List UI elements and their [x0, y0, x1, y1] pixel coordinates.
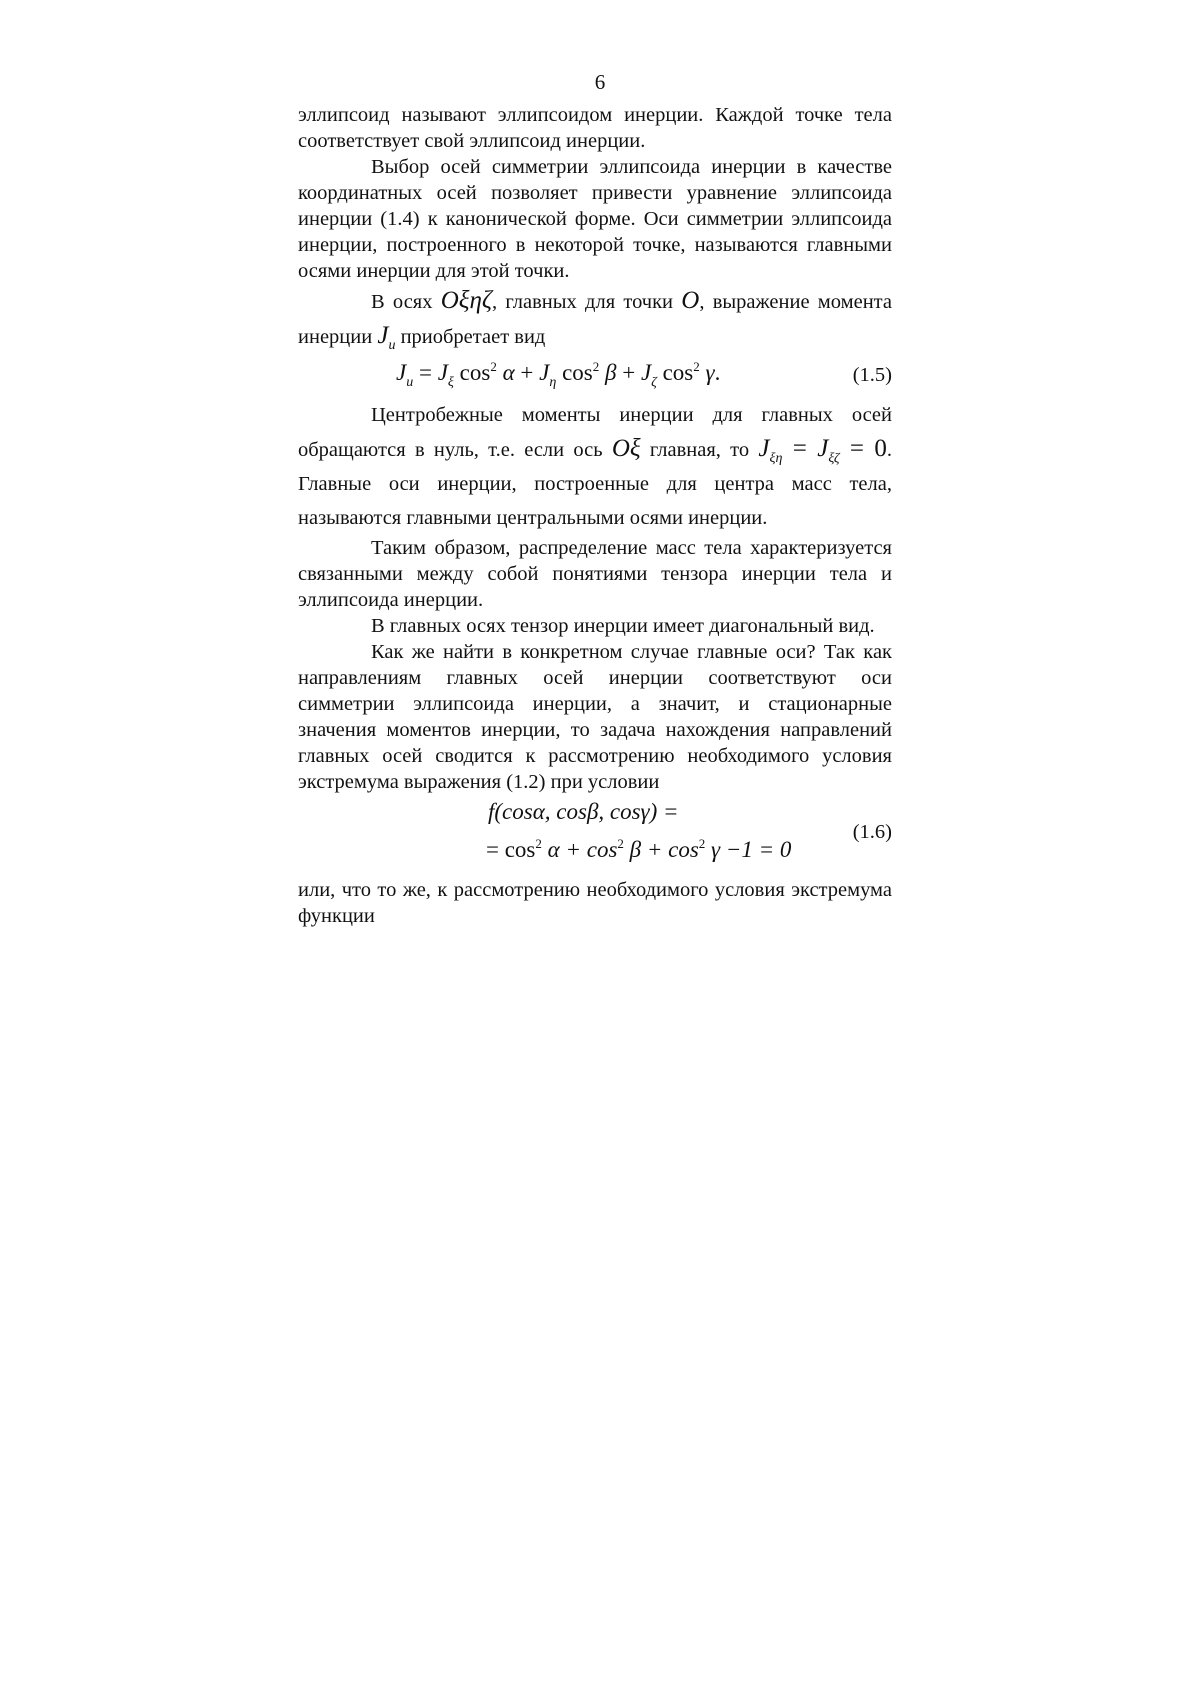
p3-text-c: , выражение момента инерции: [298, 291, 892, 348]
equation-1-6-line-1: f(cosα, cosβ, cosγ) =: [488, 799, 679, 824]
p4-text-a: Центробежные моменты инерции для главных осей обращаются в нуль, т.е. если ось: [298, 404, 892, 461]
equation-1-5-body: $J_u = J_\xi$ $\cos^2 \alpha + J_\eta$ $\cos^2 \beta + J_\zeta$ $\cos^2 \gamma$.: [396, 359, 721, 390]
page-body: [298, 102, 892, 929]
paragraph-1: эллипсоид называют эллипсоидом инерции. Каждой точке тела соответствует свой эллипсоид инерции.: [298, 104, 892, 152]
paragraph-7: Как же найти в конкретном случае главные оси? Так как направлениям главных осей инерции соответствуют оси симметрии эллипсоида инерции, а значит, и стационарные значения моментов инерции, то задача нахождения направлений главных осей сводится к рассмотрению необходимого условия экстремума выражения (1.2) при условии: [298, 641, 892, 793]
page-number: 6: [594, 70, 606, 94]
paragraph-4: [298, 398, 892, 535]
equation-1-5-number: (1.5): [852, 364, 892, 386]
p4-text-b: главная, то: [640, 439, 759, 461]
axis-symbol: Oξ: [611, 435, 641, 462]
moment-subscript: u: [388, 338, 396, 353]
p3-text-b: , главных для точки: [492, 291, 682, 313]
p4-text-c: . Главные оси инерции, построенные для центра масс тела, называются главными центральными осями инерции.: [298, 439, 892, 529]
equation-1-6-number: (1.6): [852, 821, 892, 843]
paragraph-8: или, что то же, к рассмотрению необходимого условия экстремума функции: [298, 879, 892, 927]
p3-text-d: приобретает вид: [395, 326, 546, 348]
equation-1-6: [298, 795, 892, 877]
equation-1-5: [298, 354, 892, 398]
paragraph-3: [298, 284, 892, 354]
point-symbol: O: [681, 287, 700, 314]
centrifugal-zero-expr: $J_{\xi\eta} = J_{\xi\zeta} = 0$: [758, 435, 887, 466]
moment-symbol: J: [377, 322, 389, 349]
p3-text-a: В осях: [371, 291, 441, 313]
equation-1-6-line-2: = $\cos^2 \alpha + \cos^2 \beta + \cos^2 \gamma -1 = 0$: [486, 836, 792, 862]
paragraph-5: Таким образом, распределение масс тела характеризуется связанными между собой понятиями тензора инерции тела и эллипсоида инерции.: [298, 537, 892, 611]
paragraph-6: В главных осях тензор инерции имеет диагональный вид.: [371, 615, 875, 637]
axes-symbol: Oξηζ: [440, 287, 493, 314]
paragraph-2: Выбор осей симметрии эллипсоида инерции в качестве координатных осей позволяет привести уравнение эллипсоида инерции (1.4) к канонической форме. Оси симметрии эллипсоида инерции, построенного в некоторой точке, называются главными осями инерции для этой точки.: [298, 156, 892, 282]
